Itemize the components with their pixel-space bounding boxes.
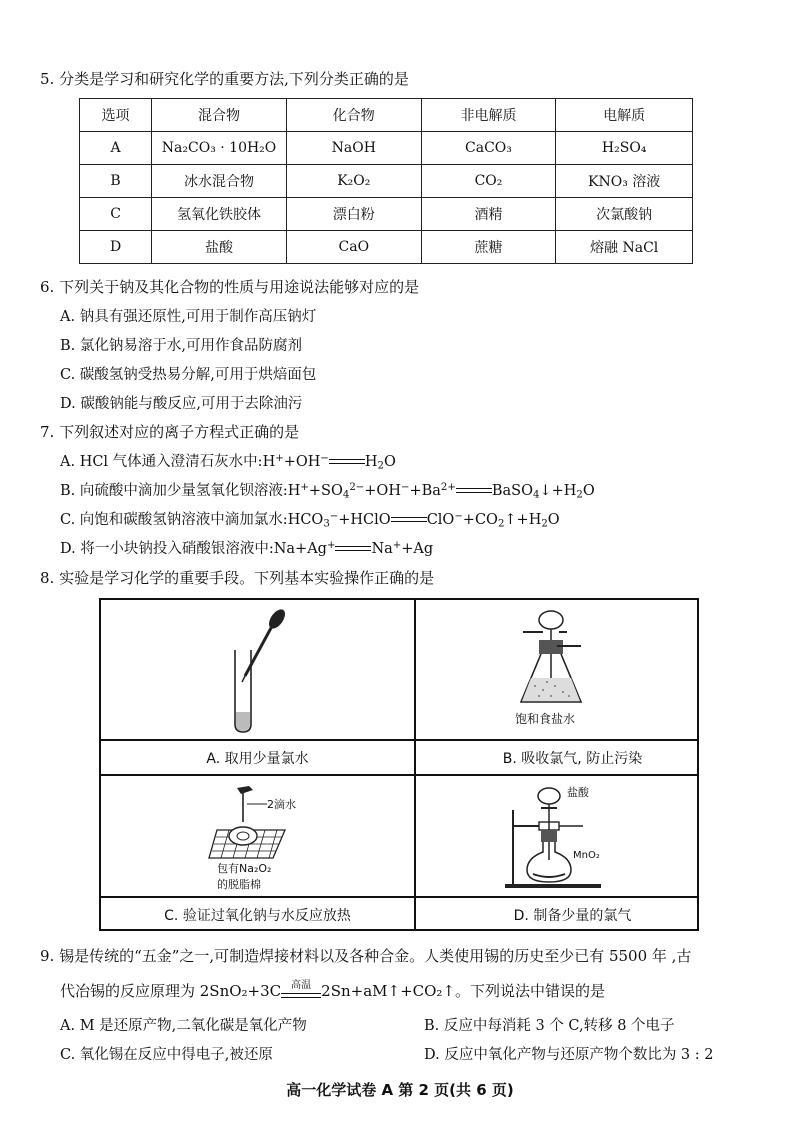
q9-stem-line2	[60, 980, 605, 1002]
label-mno2: MnO₂	[573, 850, 600, 861]
table-cell: NaOH	[286, 132, 421, 165]
cotton-dropper-diagram	[207, 782, 307, 862]
label-cotton: 的脱脂棉	[217, 878, 261, 891]
q5-table	[79, 98, 693, 264]
q7-option-b: B. 向硫酸中滴加少量氢氧化钡溶液$:H^++SO_4^{2-}+OH^-+Ba^{2+}$ $BaSO_4↓+H_2O$	[60, 481, 595, 501]
q7-option-d: D. 将一小块钠投入硝酸银溶液中:Na+Ag+ Na++Ag	[60, 539, 434, 557]
q9-option-d: D. 反应中氧化产物与还原产物个数比为 3 : 2	[424, 1047, 714, 1063]
table-cell: C	[80, 198, 152, 231]
q5-stem: 5. 分类是学习和研究化学的重要方法,下列分类正确的是	[40, 70, 409, 88]
table-cell: 盐酸	[152, 231, 287, 264]
header-cell: 非电解质	[421, 99, 556, 132]
dropper-test-tube-diagram	[221, 606, 301, 734]
table-row	[80, 231, 693, 264]
caption-a: A. 取用少量氯水	[206, 751, 309, 767]
label-saturated-brine: 饱和食盐水	[515, 712, 576, 726]
reaction-arrow	[281, 980, 321, 1002]
q7-option-c-text: C. 向饱和碳酸氢钠溶液中滴加氯水:	[60, 512, 288, 528]
table-header-row	[80, 99, 693, 132]
q7-option-d-text: D. 将一小块钠投入硝酸银溶液中:	[60, 541, 274, 557]
page-footer: 高一化学试卷 A 第 2 页(共 6 页)	[286, 1081, 514, 1099]
q7-stem: 7. 下列叙述对应的离子方程式正确的是	[40, 423, 300, 441]
q7-option-b-text: B. 向硫酸中滴加少量氢氧化钡溶液:	[60, 483, 288, 499]
header-cell: 混合物	[152, 99, 287, 132]
q9-option-c: C. 氧化锡在反应中得电子,被还原	[60, 1047, 273, 1063]
q7-option-a: A. HCl 气体通入澄清石灰水中:H++OH− $H_2O$	[60, 452, 396, 472]
table-cell: 漂白粉	[286, 198, 421, 231]
table-row	[80, 198, 693, 231]
table-row	[80, 132, 693, 165]
table-cell: 熔融 NaCl	[556, 231, 693, 264]
caption-d: D. 制备少量的氯气	[513, 908, 632, 924]
table-cell: 蔗糖	[421, 231, 556, 264]
table-cell: CaO	[286, 231, 421, 264]
table-cell: 次氯酸钠	[556, 198, 693, 231]
table-cell: CO₂	[421, 165, 556, 198]
table-cell: Na₂CO₃ · 10H₂O	[152, 132, 287, 165]
grid-divider	[101, 774, 697, 776]
q8-stem: 8. 实验是学习化学的重要手段。下列基本实验操作正确的是	[40, 569, 435, 587]
table-cell: A	[80, 132, 152, 165]
grid-divider	[101, 739, 697, 741]
q7-option-a-text: A. HCl 气体通入澄清石灰水中:	[60, 454, 263, 470]
label-wrapped-na2o2: 包有Na₂O₂	[217, 862, 272, 875]
q6-option-d: D. 碳酸钠能与酸反应,可用于去除油污	[60, 396, 303, 412]
table-cell: 酒精	[421, 198, 556, 231]
grid-divider	[101, 896, 697, 898]
q9-equation-left: 代冶锡的反应原理为 2SnO₂+3C	[60, 982, 282, 1000]
table-row	[80, 165, 693, 198]
q9-stem-line1: 9. 锡是传统的“五金”之一,可制造焊接材料以及各种合金。人类使用锡的历史至少已有 5500 年 ,古	[40, 947, 692, 965]
header-cell: 选项	[80, 99, 152, 132]
table-cell: CaCO₃	[421, 132, 556, 165]
caption-b: B. 吸收氯气, 防止污染	[502, 751, 643, 767]
header-cell: 化合物	[286, 99, 421, 132]
table-cell: K₂O₂	[286, 165, 421, 198]
q6-option-a: A. 钠具有强还原性,可用于制作高压钠灯	[60, 309, 317, 325]
table-cell: 氢氧化铁胶体	[152, 198, 287, 231]
table-cell: KNO₃ 溶液	[556, 165, 693, 198]
q7-option-c: C. 向饱和碳酸氢钠溶液中滴加氯水$:HCO_3^-+HClO$ $ClO^-+CO_2↑+H_2O$	[60, 510, 560, 530]
q8-figure-grid	[99, 598, 699, 931]
table-cell: B	[80, 165, 152, 198]
label-hcl: 盐酸	[567, 786, 589, 799]
q6-option-c: C. 碳酸氢钠受热易分解,可用于烘焙面包	[60, 367, 317, 383]
q6-option-b: B. 氯化钠易溶于水,可用作食品防腐剂	[60, 338, 302, 354]
table-cell: H₂SO₄	[556, 132, 693, 165]
table-cell: D	[80, 231, 152, 264]
chlorine-apparatus-diagram	[505, 780, 605, 892]
absorption-flask-diagram	[511, 606, 601, 710]
q6-stem: 6. 下列关于钠及其化合物的性质与用途说法能够对应的是	[40, 278, 420, 296]
table-cell: 冰水混合物	[152, 165, 287, 198]
reaction-condition: 高温	[291, 980, 312, 991]
caption-c: C. 验证过氧化钠与水反应放热	[164, 908, 351, 924]
q9-equation-right: 2Sn+aM↑+CO₂↑。下列说法中错误的是	[321, 982, 606, 1000]
q9-option-a: A. M 是还原产物,二氧化碳是氧化产物	[60, 1018, 307, 1034]
q9-option-b: B. 反应中每消耗 3 个 C,转移 8 个电子	[424, 1018, 675, 1034]
label-two-drops: 2滴水	[267, 798, 296, 811]
header-cell: 电解质	[556, 99, 693, 132]
